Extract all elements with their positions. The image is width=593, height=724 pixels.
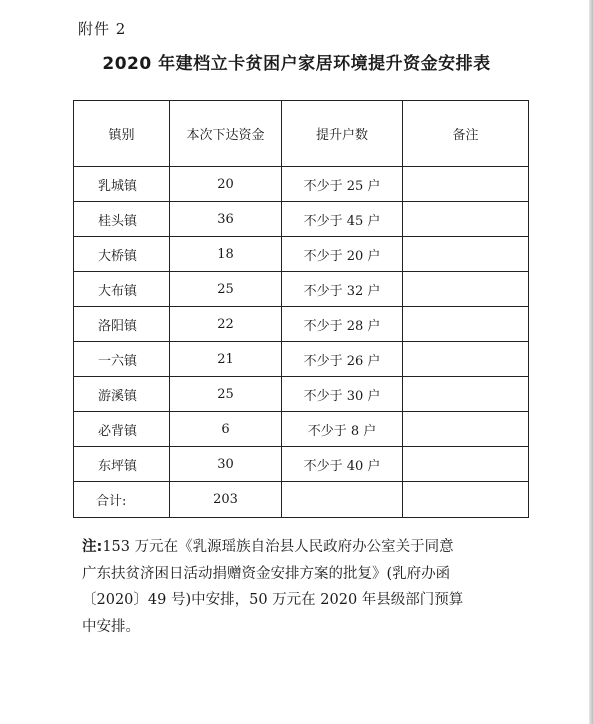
funds-cell: 18 <box>170 237 282 272</box>
town-cell: 洛阳镇 <box>74 307 170 342</box>
footnote <box>82 534 522 640</box>
column-header-town: 镇别 <box>74 101 170 167</box>
table-row <box>74 272 529 307</box>
table-row <box>74 412 529 447</box>
remark-cell <box>403 342 529 377</box>
funds-cell: 21 <box>170 342 282 377</box>
town-cell: 必背镇 <box>74 412 170 447</box>
town-cell: 桂头镇 <box>74 202 170 237</box>
households-cell: 不少于 20 户 <box>282 237 403 272</box>
table-row <box>74 447 529 482</box>
table-row <box>74 167 529 202</box>
households-cell: 不少于 26 户 <box>282 342 403 377</box>
households-cell: 不少于 45 户 <box>282 202 403 237</box>
remark-cell <box>403 377 529 412</box>
total-funds-cell: 203 <box>170 482 282 518</box>
funds-cell: 25 <box>170 377 282 412</box>
fund-allocation-table <box>73 100 529 518</box>
households-cell: 不少于 40 户 <box>282 447 403 482</box>
town-cell: 游溪镇 <box>74 377 170 412</box>
remark-cell <box>403 272 529 307</box>
town-cell: 大桥镇 <box>74 237 170 272</box>
footnote-line: 广东扶贫济困日活动捐赠资金安排方案的批复》(乳府办函 <box>82 565 451 582</box>
table-row <box>74 377 529 412</box>
funds-cell: 22 <box>170 307 282 342</box>
remark-cell <box>403 202 529 237</box>
remark-cell <box>403 167 529 202</box>
column-header-funds: 本次下达资金 <box>170 101 282 167</box>
column-header-remark: 备注 <box>403 101 529 167</box>
town-cell: 东坪镇 <box>74 447 170 482</box>
total-remark-cell <box>403 482 529 518</box>
funds-cell: 36 <box>170 202 282 237</box>
footnote-line <box>82 534 522 561</box>
town-cell: 一六镇 <box>74 342 170 377</box>
funds-cell: 20 <box>170 167 282 202</box>
table-total-row <box>74 482 529 518</box>
document-title: 2020 年建档立卡贫困户家居环境提升资金安排表 <box>102 54 491 74</box>
remark-cell <box>403 237 529 272</box>
table-header-row <box>74 101 529 167</box>
households-cell: 不少于 25 户 <box>282 167 403 202</box>
remark-cell <box>403 307 529 342</box>
table-row <box>74 237 529 272</box>
households-cell: 不少于 30 户 <box>282 377 403 412</box>
column-header-households: 提升户数 <box>282 101 403 167</box>
page-edge-shadow <box>589 0 593 724</box>
total-households-cell <box>282 482 403 518</box>
households-cell: 不少于 28 户 <box>282 307 403 342</box>
town-cell: 大布镇 <box>74 272 170 307</box>
total-label: 合计: <box>74 482 170 518</box>
households-cell: 不少于 8 户 <box>282 412 403 447</box>
table-row <box>74 202 529 237</box>
households-cell: 不少于 32 户 <box>282 272 403 307</box>
remark-cell <box>403 412 529 447</box>
footnote-line: 中安排。 <box>82 618 140 635</box>
footnote-label: 注: <box>82 539 103 555</box>
table-row <box>74 307 529 342</box>
remark-cell <box>403 447 529 482</box>
attachment-label: 附件 2 <box>78 20 127 38</box>
footnote-line-text: 153 万元在《乳源瑶族自治县人民政府办公室关于同意 <box>102 539 454 555</box>
footnote-line: 〔2020〕49 号)中安排，50 万元在 2020 年县级部门预算 <box>82 592 464 608</box>
table-row <box>74 342 529 377</box>
funds-cell: 6 <box>170 412 282 447</box>
town-cell: 乳城镇 <box>74 167 170 202</box>
funds-cell: 25 <box>170 272 282 307</box>
funds-cell: 30 <box>170 447 282 482</box>
